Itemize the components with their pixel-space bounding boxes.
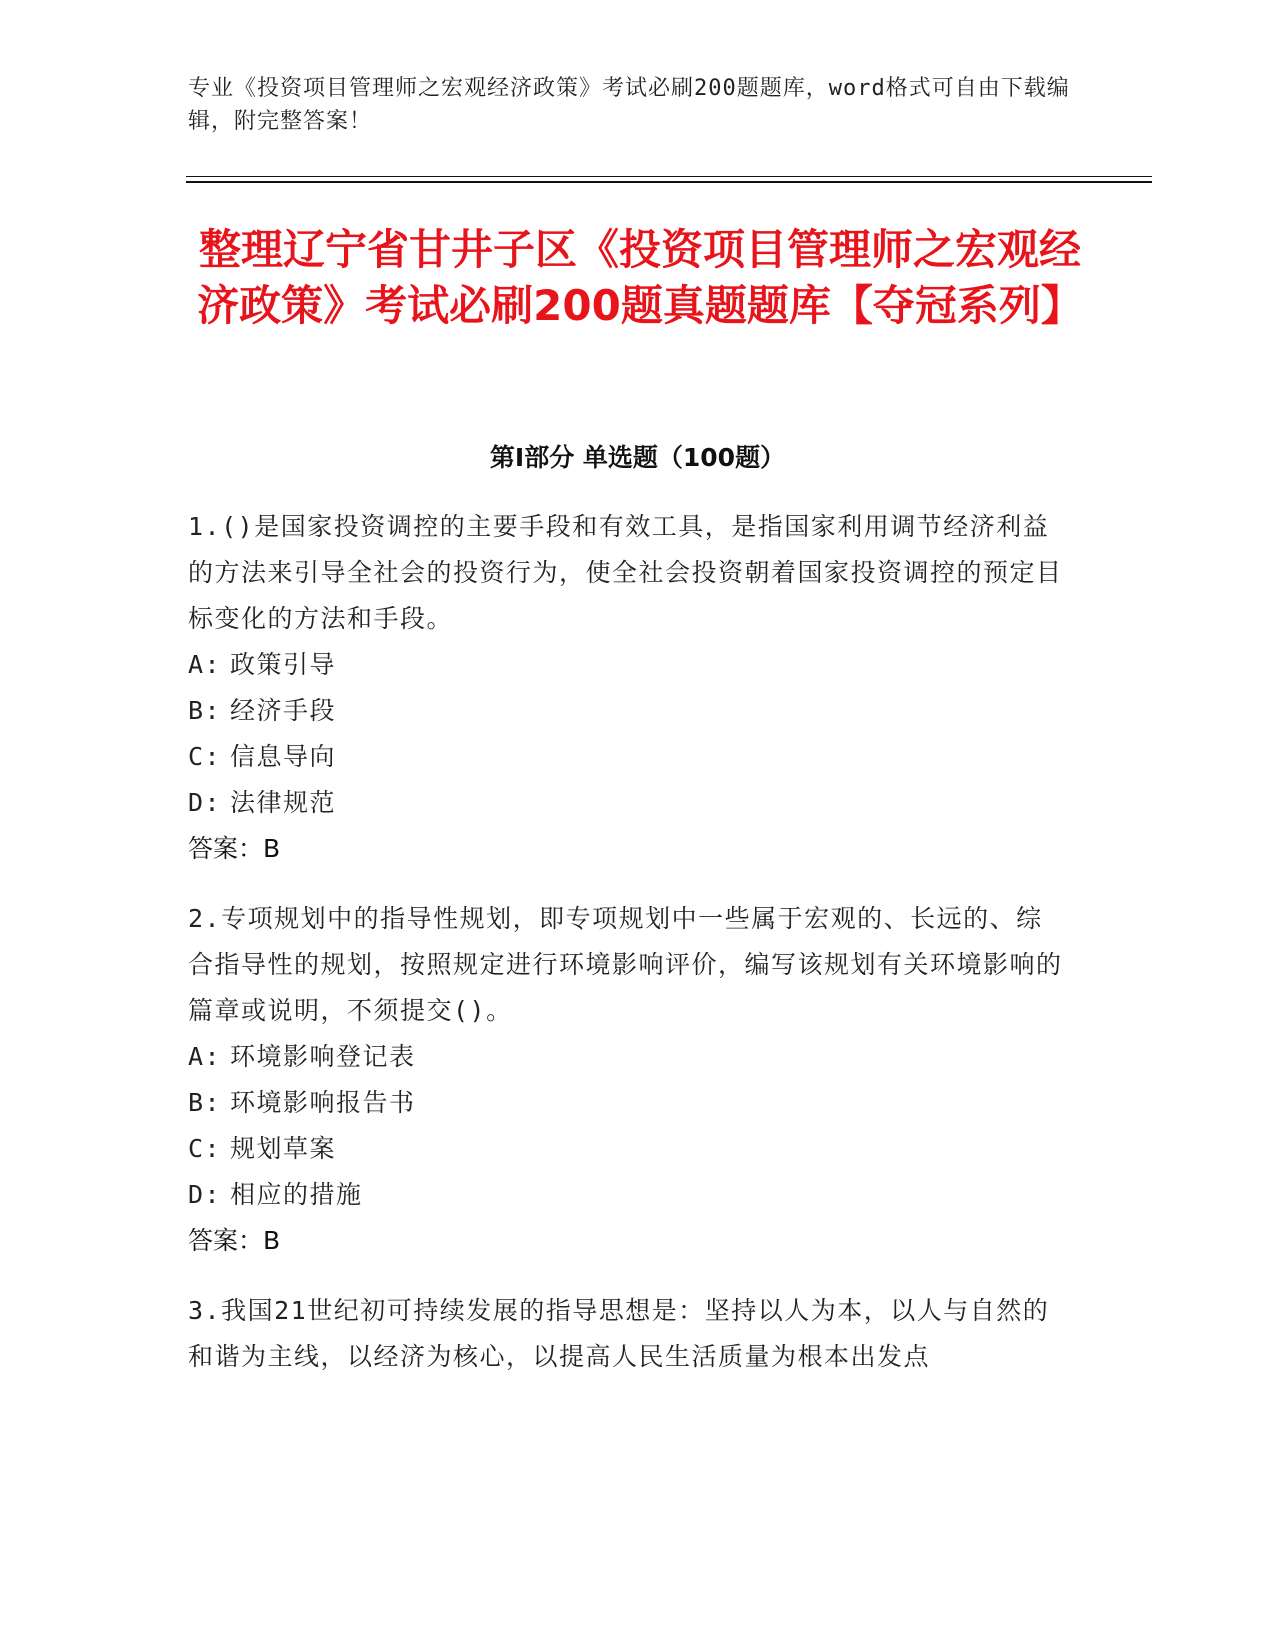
document-title: 整理辽宁省甘井子区《投资项目管理师之宏观经济政策》考试必刷200题真题题库【夺冠系列】 <box>197 225 1083 330</box>
option-key: B: <box>188 696 222 725</box>
option-text: 规划草案 <box>230 1134 337 1163</box>
question-stem: 3.我国21世纪初可持续发展的指导思想是：坚持以人为本，以人与自然的和谐为主线，以经济为核心，以提高人民生活质量为根本出发点 <box>188 1296 1050 1371</box>
answer-line: 答案：B <box>188 1226 281 1255</box>
section-heading: 第I部分 单选题（100题） <box>489 443 786 472</box>
option-key: A: <box>188 650 222 679</box>
option-key: D: <box>188 1180 222 1209</box>
question-stem: 2.专项规划中的指导性规划，即专项规划中一些属于宏观的、长远的、综合指导性的规划，按照规定进行环境影响评价，编写该规划有关环境影响的篇章或说明，不须提交()。 <box>188 904 1063 1025</box>
option-text: 环境影响登记表 <box>230 1042 416 1071</box>
option-d <box>188 1172 1068 1218</box>
option-a <box>188 1034 1068 1080</box>
question-2 <box>188 896 1068 1264</box>
option-d <box>188 780 1068 826</box>
option-text: 经济手段 <box>230 696 337 725</box>
option-text: 政策引导 <box>230 650 337 679</box>
question-1 <box>188 504 1068 872</box>
header-note: 专业《投资项目管理师之宏观经济政策》考试必刷200题题库，word格式可自由下载编辑，附完整答案！ <box>188 76 1070 134</box>
question-stem: 1.()是国家投资调控的主要手段和有效工具，是指国家利用调节经济利益的方法来引导全社会的投资行为，使全社会投资朝着国家投资调控的预定目标变化的方法和手段。 <box>188 512 1063 633</box>
header-divider-thin <box>186 176 1152 177</box>
option-key: C: <box>188 742 222 771</box>
option-key: A: <box>188 1042 222 1071</box>
option-b <box>188 1080 1068 1126</box>
option-c <box>188 734 1068 780</box>
question-3 <box>188 1288 1068 1380</box>
option-text: 相应的措施 <box>230 1180 363 1209</box>
header-divider-thick <box>186 181 1152 183</box>
option-b <box>188 688 1068 734</box>
option-text: 法律规范 <box>230 788 337 817</box>
option-key: D: <box>188 788 222 817</box>
option-key: C: <box>188 1134 222 1163</box>
answer-line: 答案：B <box>188 834 281 863</box>
option-a <box>188 642 1068 688</box>
option-text: 信息导向 <box>230 742 337 771</box>
option-key: B: <box>188 1088 222 1117</box>
option-c <box>188 1126 1068 1172</box>
option-text: 环境影响报告书 <box>230 1088 416 1117</box>
